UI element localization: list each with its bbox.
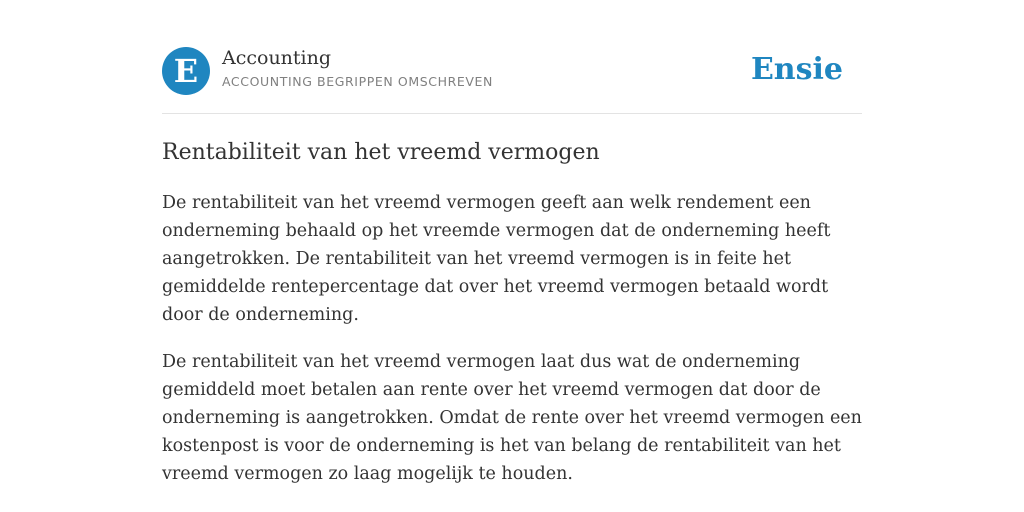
header-divider (162, 113, 862, 114)
article-title: Rentabiliteit van het vreemd vermogen (162, 140, 600, 165)
site-logo-icon[interactable]: E (162, 47, 210, 95)
site-subtitle: ACCOUNTING BEGRIPPEN OMSCHREVEN (222, 74, 493, 89)
article (162, 137, 862, 507)
article-paragraph: De rentabiliteit van het vreemd vermogen geeft aan welk rendement een onderneming behaald op het vreemde vermogen dat de onderneming heeft aangetrokken. De rentabiliteit van het vreemd vermogen is in feite het gemiddelde rentepercentage dat over het vreemd vermogen betaald wordt door de onderneming. (162, 193, 831, 325)
site-title[interactable]: Accounting (222, 47, 332, 69)
site-header (162, 46, 862, 96)
article-paragraph: De rentabiliteit van het vreemd vermogen laat dus wat de onderneming gemiddeld moet betalen aan rente over het vreemd vermogen dat door de onderneming is aangetrokken. Omdat de rente over het vreemd vermogen een kostenpost is voor de onderneming is het van belang de rentabiliteit van het vreemd vermogen zo laag mogelijk te houden. (162, 352, 862, 484)
brand-logo[interactable]: Ensie (750, 52, 843, 87)
